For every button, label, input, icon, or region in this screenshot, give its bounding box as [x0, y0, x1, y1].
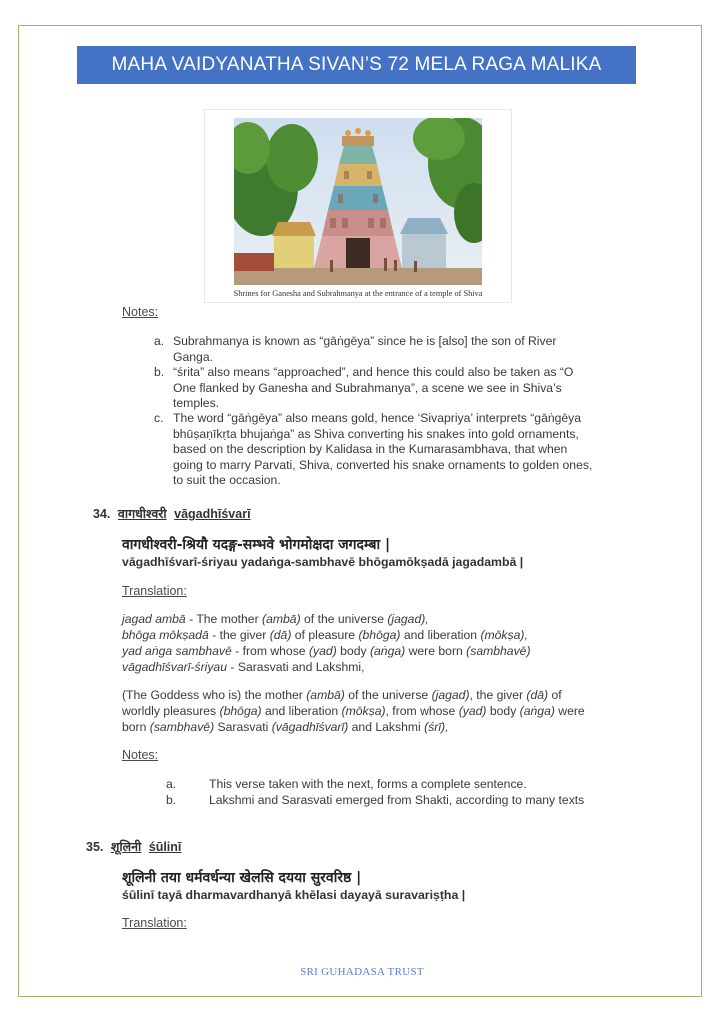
note-line: Subrahmanya is known as “gāṅgēya” since he is [also] the son of River: [173, 334, 557, 348]
italic-term: (jagad),: [387, 612, 429, 626]
note-item-b: [154, 365, 644, 412]
italic-term: (aṅga): [369, 644, 406, 658]
word-meaning-line: [122, 643, 662, 659]
note-item-a: [154, 334, 644, 365]
note-line: temples.: [173, 396, 220, 410]
text-segment: worldly pleasures: [122, 704, 220, 718]
verse-devanagari: शूलिनी तया धर्मवर्धन्या खेलसि दयया सुरवरिष्ठ |: [122, 870, 362, 886]
text-segment: , from whose: [385, 704, 459, 718]
temple-photo: [234, 118, 482, 285]
text-segment: and liberation: [400, 628, 481, 642]
verse-meaning: [122, 687, 662, 735]
note-marker: a.: [154, 334, 165, 348]
italic-term: (sambhavē): [149, 720, 215, 734]
text-segment: Sarasvati: [214, 720, 272, 734]
section-35-heading: [86, 838, 181, 855]
italic-term: (ambā): [306, 688, 345, 702]
italic-term: (yad): [308, 644, 337, 658]
italic-term: (mōkṣa): [341, 704, 386, 718]
section-number: 34.: [93, 507, 111, 521]
note-line: bhūṣaṇīkṛta bhujaṅga” as Shiva converting his snakes into gold ornaments,: [173, 426, 579, 441]
italic-term: bhōga mōkṣadā: [122, 628, 209, 642]
italic-term: (ambā): [262, 612, 301, 626]
note-item-c: [154, 411, 654, 489]
note-text: This verse taken with the next, forms a complete sentence.: [209, 777, 527, 791]
italic-term: (jagad): [431, 688, 470, 702]
notes-label: Notes:: [122, 748, 159, 762]
text-segment: - from whose: [231, 644, 309, 658]
section-number: 35.: [86, 840, 104, 854]
italic-term: (bhōga): [219, 704, 262, 718]
text-segment: of pleasure: [291, 628, 359, 642]
note-line: to suit the occasion.: [173, 473, 281, 487]
italic-term: (yad): [458, 704, 487, 718]
meaning-line: [122, 703, 662, 719]
text-segment: - The mother: [185, 612, 263, 626]
italic-term: (vāgadhīśvarī): [271, 720, 349, 734]
note-line: based on the description by Kalidasa in the Kumarasambhava, that when: [173, 442, 568, 456]
temple-figure: [204, 109, 512, 303]
note-line: The word “gāṅgēya” also means gold, hence ‘Sivapriya’ interprets “gāṅgēya: [173, 411, 582, 425]
notes-label: Notes:: [122, 305, 159, 319]
text-segment: born: [122, 720, 150, 734]
text-segment: body: [336, 644, 370, 658]
note-marker: c.: [154, 411, 164, 425]
translation-label: Translation:: [122, 584, 187, 598]
italic-term: (dā): [269, 628, 292, 642]
note-marker: a.: [166, 777, 177, 791]
text-segment: - the giver: [208, 628, 270, 642]
note-line: One flanked by Ganesha and Subrahmanya”, a scene we see in Shiva’s: [173, 380, 562, 395]
note-item-b: [166, 793, 656, 809]
italic-term: (aṅga): [519, 704, 555, 718]
word-meaning-line: [122, 659, 662, 675]
note-text: Lakshmi and Sarasvati emerged from Shakti, according to many texts: [209, 793, 585, 807]
italic-term: yad aṅga sambhavē: [122, 644, 232, 658]
meaning-line: [122, 719, 662, 735]
text-segment: (The Goddess who is) the mother: [122, 688, 307, 702]
note-line: “śrita” also means “approached”, and hence this could also be taken as “O: [173, 365, 574, 379]
figure-caption: Shrines for Ganesha and Subrahmanya at the entrance of a temple of Shiva: [233, 289, 483, 298]
section-34-heading: [93, 505, 251, 522]
text-segment: of: [548, 688, 562, 702]
raga-name-translit: vāgadhīśvarī: [174, 507, 251, 521]
italic-term: vāgadhīśvarī-śriyau: [122, 660, 227, 674]
text-segment: of the universe: [344, 688, 432, 702]
text-segment: of the universe: [300, 612, 388, 626]
note-item-a: [166, 777, 656, 793]
italic-term: (sambhavē): [466, 644, 531, 658]
text-segment: were: [554, 704, 585, 718]
italic-term: (bhōga): [358, 628, 401, 642]
note-marker: b.: [154, 365, 165, 379]
meaning-line: [122, 687, 662, 703]
text-segment: - Sarasvati and Lakshmi,: [227, 660, 365, 674]
text-segment: body: [486, 704, 520, 718]
text-segment: were born: [405, 644, 467, 658]
verse-devanagari: वागधीश्वरी-श्रियौ यदङ्ग-सम्भवे भोगमोक्षदा जगदम्बा |: [122, 537, 391, 553]
italic-term: (dā): [526, 688, 549, 702]
word-meaning-line: [122, 611, 662, 627]
italic-term: (śrī),: [424, 720, 449, 734]
verse-translit: śūlinī tayā dharmavardhanyā khēlasi dayayā suravariṣṭha |: [122, 888, 466, 902]
word-meanings: [122, 611, 662, 675]
italic-term: jagad ambā: [122, 612, 186, 626]
word-meaning-line: [122, 627, 662, 643]
page-footer: SRI GUHADASA TRUST: [300, 966, 424, 978]
note-line: going to marry Parvati, Shiva, converted his snake ornaments to golden ones,: [173, 457, 593, 472]
raga-name-translit: śūlinī: [148, 840, 182, 854]
text-segment: , the giver: [469, 688, 527, 702]
translation-label: Translation:: [122, 916, 187, 930]
note-line: Ganga.: [173, 349, 213, 364]
text-segment: and Lakshmi: [348, 720, 425, 734]
raga-name-devanagari: वागधीश्वरी: [117, 507, 167, 521]
text-segment: and liberation: [261, 704, 342, 718]
raga-name-devanagari: शूलिनी: [110, 840, 142, 854]
page-title: MAHA VAIDYANATHA SIVAN’S 72 MELA RAGA MALIKA: [77, 46, 636, 84]
verse-translit: vāgadhīśvarī-śriyau yadaṅga-sambhavē bhōgamōkṣadā jagadambā |: [122, 555, 524, 569]
italic-term: (mōkṣa),: [480, 628, 528, 642]
note-marker: b.: [166, 793, 177, 807]
